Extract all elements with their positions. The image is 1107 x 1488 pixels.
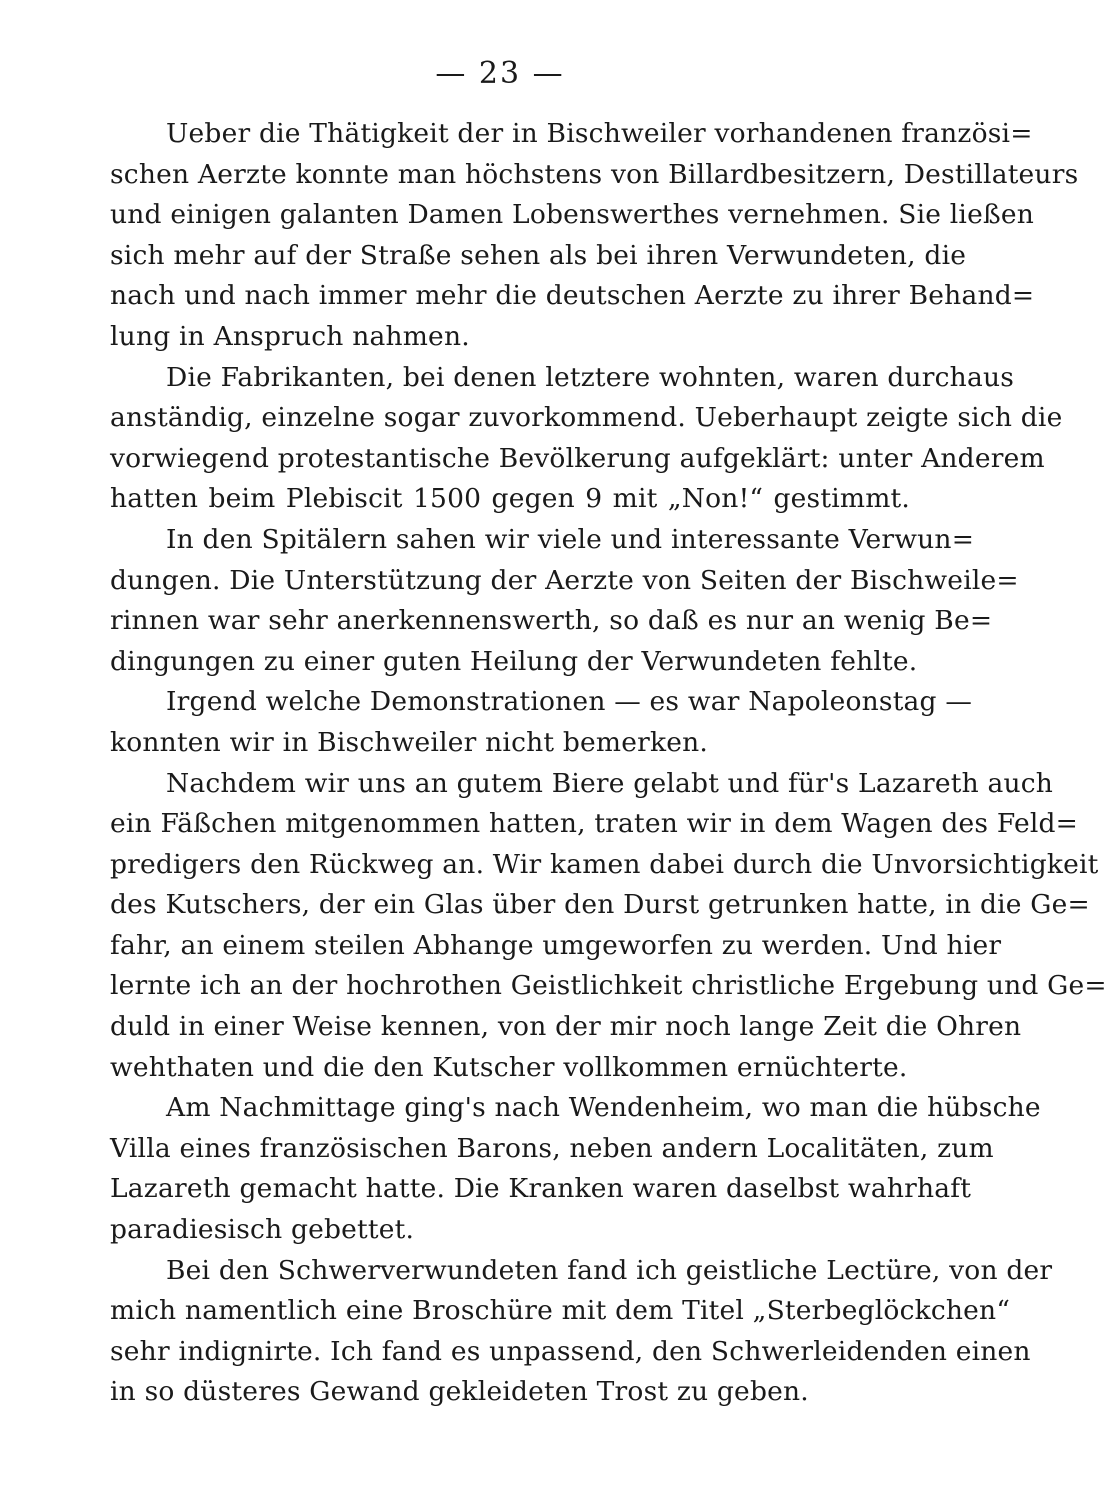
paragraph xyxy=(110,358,1063,520)
text-line: Ueber die Thätigkeit der in Bischweiler vorhandenen französi= xyxy=(166,118,1033,149)
text-line: Die Fabrikanten, bei denen letztere wohnten, waren durchaus xyxy=(166,361,1015,393)
text-line: wehthaten und die den Kutscher vollkommen ernüchterte. xyxy=(110,1051,908,1083)
text-line: Bei den Schwerverwundeten fand ich geistliche Lectüre, von der xyxy=(166,1254,1053,1286)
text-line: fahr, an einem steilen Abhange umgeworfen zu werden. Und hier xyxy=(110,929,1002,961)
text-line: rinnen war sehr anerkennenswerth, so daß es nur an wenig Be= xyxy=(110,605,993,637)
text-line: lernte ich an der hochrothen Geistlichkeit christliche Ergebung und Ge= xyxy=(110,970,1107,1002)
text-line: predigers den Rückweg an. Wir kamen dabei durch die Unvorsichtigkeit xyxy=(110,848,1099,880)
text-line: und einigen galanten Damen Lobenswerthes vernehmen. Sie ließen xyxy=(110,199,1035,231)
text-line: Irgend welche Demonstrationen — es war Napoleonstag — xyxy=(166,686,973,718)
text-line: Am Nachmittage ging's nach Wendenheim, wo man die hübsche xyxy=(166,1092,1041,1124)
paragraph xyxy=(110,764,1107,1089)
text-line: ein Fäßchen mitgenommen hatten, traten wir in dem Wagen des Feld= xyxy=(110,808,1079,840)
text-line: des Kutschers, der ein Glas über den Durst getrunken hatte, in die Ge= xyxy=(110,889,1090,921)
text-line: anständig, einzelne sogar zuvorkommend. Ueberhaupt zeigte sich die xyxy=(110,402,1063,434)
text-line: konnten wir in Bischweiler nicht bemerken. xyxy=(110,726,709,758)
text-line: mich namentlich eine Broschüre mit dem Titel „Sterbeglöckchen“ xyxy=(110,1295,1011,1327)
paragraph xyxy=(110,520,1019,682)
paragraph xyxy=(110,682,973,763)
paragraph xyxy=(110,114,1079,358)
paragraph xyxy=(110,1088,1041,1250)
text-line: In den Spitälern sahen wir viele und interessante Verwun= xyxy=(166,523,975,555)
text-line: Villa eines französischen Barons, neben andern Localitäten, zum xyxy=(110,1132,994,1164)
text-line: in so düsteres Gewand gekleideten Trost zu geben. xyxy=(110,1376,809,1408)
text-line: nach und nach immer mehr die deutschen Aerzte zu ihrer Behand= xyxy=(110,280,1035,312)
page-number: — 23 — xyxy=(435,56,565,91)
paragraph xyxy=(110,1251,1053,1413)
text-line: dingungen zu einer guten Heilung der Verwundeten fehlte. xyxy=(110,645,918,677)
text-line: paradiesisch gebettet. xyxy=(110,1214,415,1246)
text-line: sehr indignirte. Ich fand es unpassend, den Schwerleidenden einen xyxy=(110,1335,1031,1367)
text-line: vorwiegend protestantische Bevölkerung aufgeklärt: unter Anderem xyxy=(110,442,1045,474)
body-text xyxy=(110,114,1107,1413)
text-line: lung in Anspruch nahmen. xyxy=(110,320,470,352)
text-line: schen Aerzte konnte man höchstens von Billardbesitzern, Destillateurs xyxy=(110,158,1079,190)
text-line: hatten beim Plebiscit 1500 gegen 9 mit „Non!“ gestimmt. xyxy=(110,483,910,515)
text-line: Nachdem wir uns an gutem Biere gelabt und für's Lazareth auch xyxy=(166,767,1054,799)
text-line: duld in einer Weise kennen, von der mir noch lange Zeit die Ohren xyxy=(110,1011,1022,1043)
text-line: Lazareth gemacht hatte. Die Kranken waren daselbst wahrhaft xyxy=(110,1173,972,1205)
text-line: dungen. Die Unterstützung der Aerzte von Seiten der Bischweile= xyxy=(110,564,1019,596)
text-line: sich mehr auf der Straße sehen als bei ihren Verwundeten, die xyxy=(110,239,967,271)
